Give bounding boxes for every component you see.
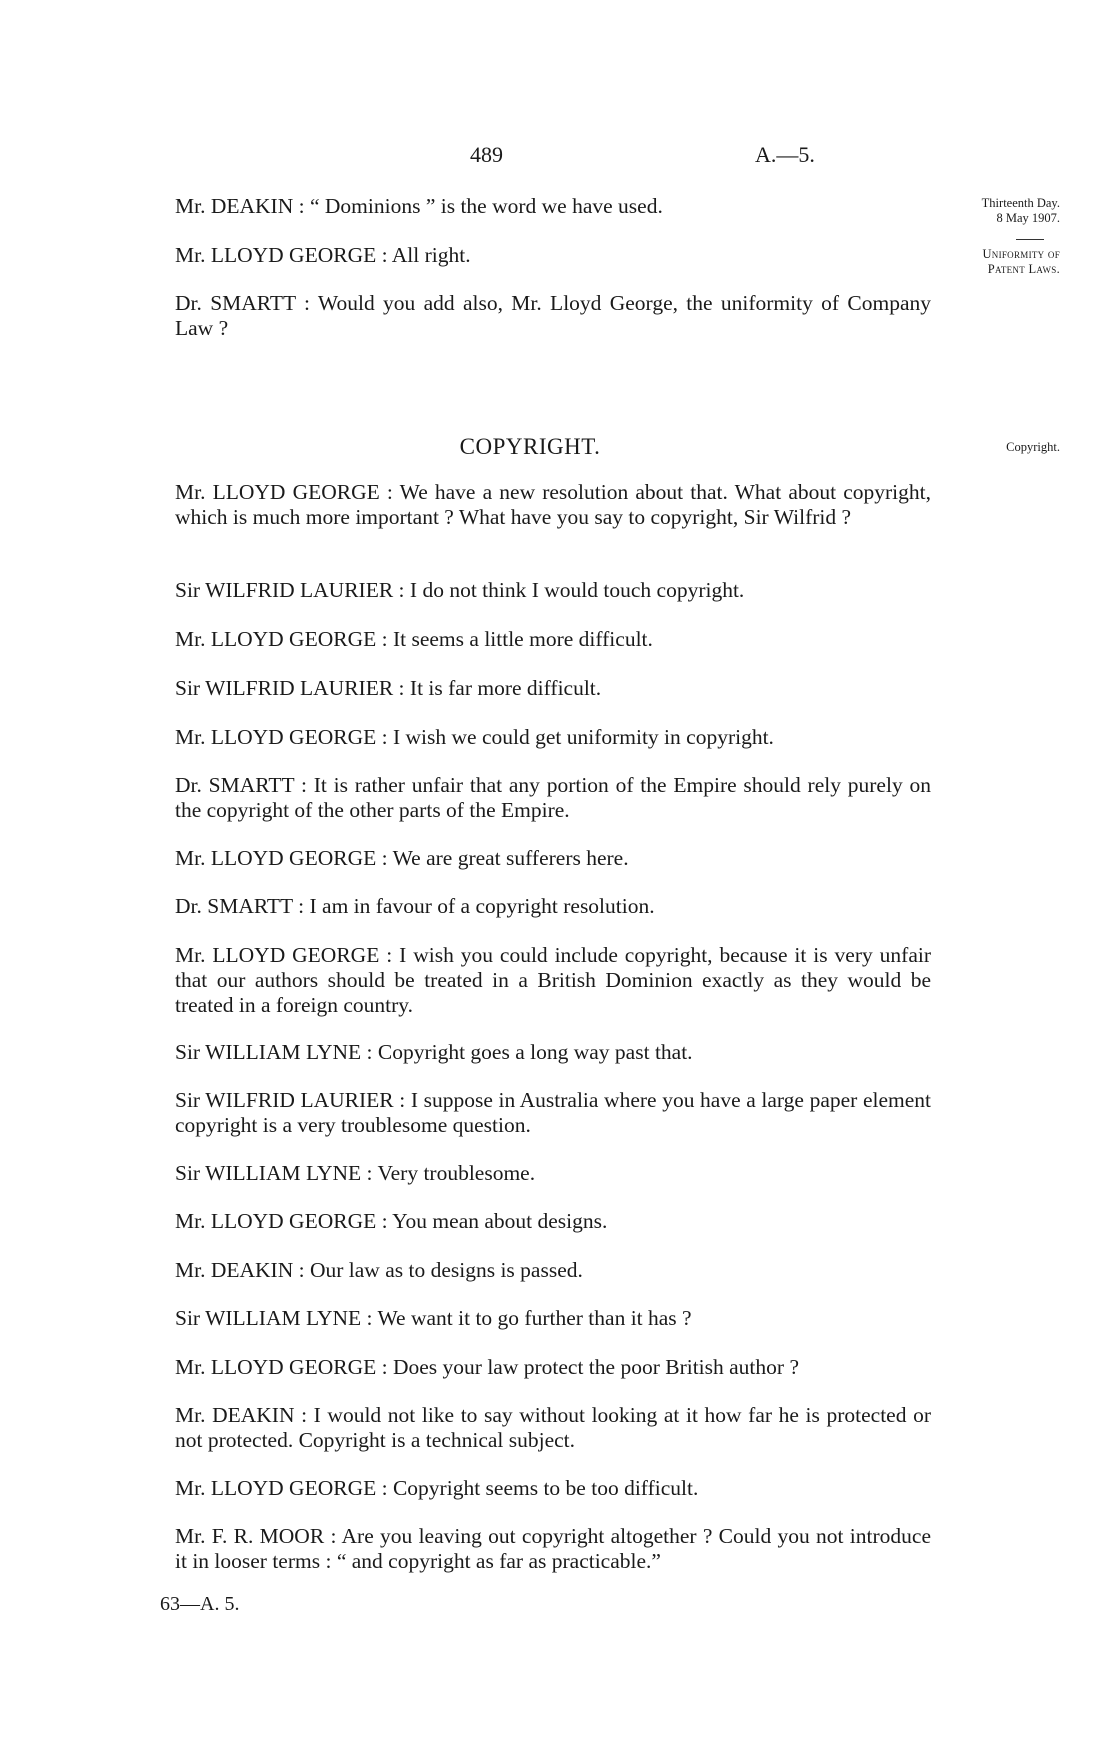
- paragraph-14-text: Sir WILFRID LAURIER : I suppose in Australia where you have a large paper element copyright is a very troublesome question.: [175, 1088, 931, 1137]
- paragraph-8: Mr. LLOYD GEORGE : I wish we could get uniformity in copyright.: [175, 725, 774, 749]
- paragraph-2: Mr. LLOYD GEORGE : All right.: [175, 243, 471, 267]
- paragraph-4: [123, 480, 931, 530]
- paragraph-3: [123, 291, 931, 341]
- paragraph-7: Sir WILFRID LAURIER : It is far more difficult.: [175, 676, 602, 700]
- paragraph-15: Sir WILLIAM LYNE : Very troublesome.: [175, 1161, 536, 1185]
- page-footer: 63—A. 5.: [160, 1593, 240, 1615]
- paragraph-11: Dr. SMARTT : I am in favour of a copyright resolution.: [175, 894, 655, 918]
- paragraph-1: Mr. DEAKIN : “ Dominions ” is the word we have used.: [175, 194, 663, 218]
- paragraph-5: Sir WILFRID LAURIER : I do not think I would touch copyright.: [175, 578, 745, 602]
- margin-note-date-value: 8 May 1907.: [996, 211, 1060, 225]
- paragraph-20: [123, 1403, 931, 1453]
- paragraph-12: [123, 943, 931, 1018]
- paragraph-22: [123, 1524, 931, 1574]
- paragraph-12-text: Mr. LLOYD GEORGE : I wish you could include copyright, because it is very unfair that our authors should be treated in a British Dominion exactly as they would be treated in a foreign country.: [175, 943, 931, 1017]
- margin-note-topic-line1: Uniformity of: [982, 247, 1060, 261]
- paragraph-10: Mr. LLOYD GEORGE : We are great sufferers here.: [175, 846, 629, 870]
- paragraph-14: [123, 1088, 931, 1138]
- section-heading: COPYRIGHT.: [459, 434, 601, 459]
- paragraph-18: Sir WILLIAM LYNE : We want it to go further than it has ?: [175, 1306, 692, 1330]
- paragraph-16: Mr. LLOYD GEORGE : You mean about designs.: [175, 1209, 608, 1233]
- margin-note-topic-line2: Patent Laws.: [987, 262, 1060, 276]
- paragraph-21: Mr. LLOYD GEORGE : Copyright seems to be too difficult.: [175, 1476, 699, 1500]
- paragraph-9: [123, 773, 931, 823]
- document-reference: A.—5.: [755, 142, 815, 167]
- paragraph-19: Mr. LLOYD GEORGE : Does your law protect the poor British author ?: [175, 1355, 799, 1379]
- margin-divider: [1016, 239, 1044, 240]
- paragraph-6: Mr. LLOYD GEORGE : It seems a little more difficult.: [175, 627, 653, 651]
- page-number: 489: [470, 142, 503, 167]
- margin-note-copyright: Copyright.: [1006, 440, 1060, 454]
- paragraph-3-text: Dr. SMARTT : Would you add also, Mr. Lloyd George, the uniformity of Company Law ?: [175, 291, 931, 340]
- paragraph-13: Sir WILLIAM LYNE : Copyright goes a long way past that.: [175, 1040, 693, 1064]
- paragraph-9-text: Dr. SMARTT : It is rather unfair that any portion of the Empire should rely purely on the copyright of the other parts of the Empire.: [175, 773, 931, 822]
- paragraph-22-text: Mr. F. R. MOOR : Are you leaving out copyright altogether ? Could you not introduce it in looser terms : “ and copyright as far as practicable.”: [175, 1524, 931, 1573]
- paragraph-20-text: Mr. DEAKIN : I would not like to say without looking at it how far he is protected or not protected. Copyright is a technical subject.: [175, 1403, 931, 1452]
- paragraph-4-text: Mr. LLOYD GEORGE : We have a new resolution about that. What about copyright, which is much more important ? What have you say to copyright, Sir Wilfrid ?: [175, 480, 931, 529]
- margin-note-day: Thirteenth Day.: [981, 196, 1060, 210]
- paragraph-17: Mr. DEAKIN : Our law as to designs is passed.: [175, 1258, 583, 1282]
